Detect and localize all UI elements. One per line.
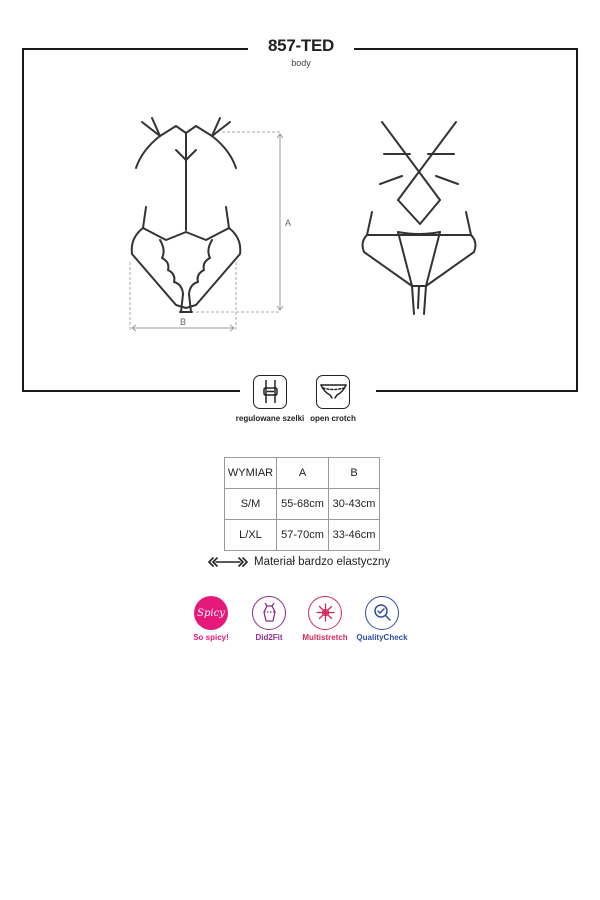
- size-table: [224, 457, 380, 551]
- badge-label: So spicy!: [193, 633, 229, 642]
- adjustable-strap-icon: [253, 375, 287, 409]
- table-cell: 33-46cm: [329, 520, 380, 551]
- table-header-row: [225, 458, 380, 489]
- dimension-a-label: A: [285, 218, 292, 228]
- dimension-b-label: B: [180, 317, 187, 327]
- table-row: [225, 520, 380, 551]
- front-left-strap: [136, 136, 160, 168]
- badge-label: Multistretch: [302, 633, 348, 642]
- material-note-text: Materiał bardzo elastyczny: [254, 556, 391, 568]
- quality-check-icon: [365, 596, 399, 630]
- multistretch-icon: [308, 596, 342, 630]
- front-right-strap: [212, 136, 236, 168]
- table-cell: L/XL: [225, 520, 277, 551]
- feature-label: regulowane szelki: [235, 414, 305, 423]
- badge-label: QualityCheck: [356, 633, 408, 642]
- table-cell: 30-43cm: [329, 489, 380, 520]
- garment-drawing: [0, 0, 600, 400]
- table-cell: 55-68cm: [277, 489, 329, 520]
- product-code: 857-TED: [268, 36, 334, 55]
- table-header: B: [329, 458, 380, 489]
- feature-label: open crotch: [310, 414, 356, 423]
- open-crotch-icon: [316, 375, 350, 409]
- material-note: [208, 556, 390, 568]
- did2fit-icon: [252, 596, 286, 630]
- table-header: A: [277, 458, 329, 489]
- table-row: [225, 489, 380, 520]
- product-type: body: [291, 58, 311, 68]
- back-body-outline: [363, 235, 476, 286]
- front-body-outline: [132, 228, 241, 308]
- front-lace-v: [160, 240, 183, 294]
- spicy-icon-text: Spicy: [197, 607, 225, 619]
- table-cell: 57-70cm: [277, 520, 329, 551]
- back-view: [363, 122, 476, 314]
- feature-open-crotch: [293, 375, 373, 424]
- spicy-icon: [194, 596, 228, 630]
- stretch-arrows-icon: [208, 557, 248, 567]
- table-header: WYMIAR: [225, 458, 277, 489]
- badge-quality-check: [342, 596, 422, 643]
- badge-label: Did2Fit: [255, 633, 283, 642]
- table-cell: S/M: [225, 489, 277, 520]
